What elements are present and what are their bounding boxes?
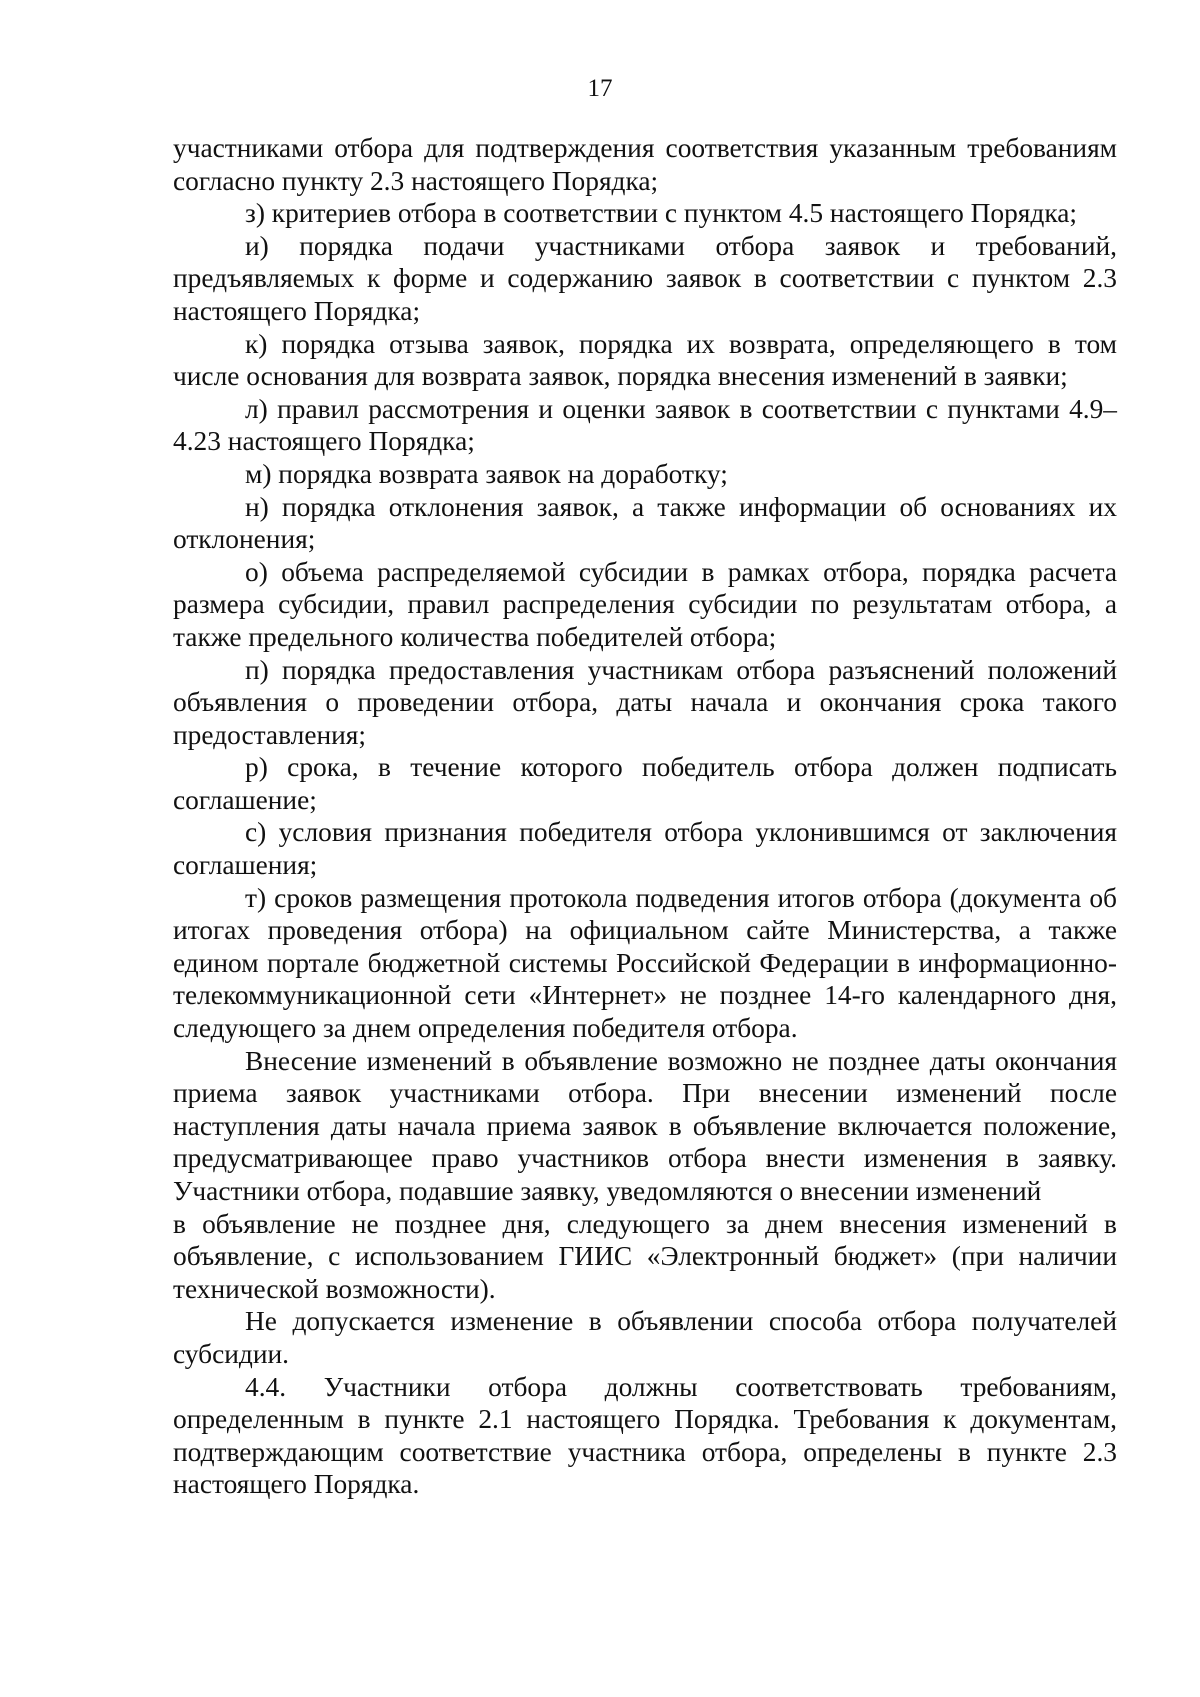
list-item-k: к) порядка отзыва заявок, порядка их возврата, определяющего в том числе основания для возврата заявок, порядка внесения изменений в заявки; [173,328,1117,392]
section-4-4: 4.4. Участники отбора должны соответствовать требованиям, определенным в пункте 2.1 настоящего Порядка. Требования к документам, подтверждающим соответствие участника отбора, определены в пункте 2.3 настоящего Порядка. [173,1371,1117,1500]
list-item-l: л) правил рассмотрения и оценки заявок в соответствии с пунктами 4.9–4.23 настоящего Порядка; [173,393,1117,457]
list-item-i: и) порядка подачи участниками отбора заявок и требований, предъявляемых к форме и содержанию заявок в соответствии с пунктом 2.3 настоящего Порядка; [173,230,1117,326]
document-body [173,132,1117,1501]
list-item-p: п) порядка предоставления участникам отбора разъяснений положений объявления о проведении отбора, даты начала и окончания срока такого предоставления; [173,654,1117,750]
list-item-t: т) сроков размещения протокола подведения итогов отбора (документа об итогах проведения отбора) на официальном сайте Министерства, а также едином портале бюджетной системы Российской Федерации в информационно-телекоммуникационной сети «Интернет» не позднее 14-го календарного дня, следующего за днем определения победителя отбора. [173,882,1117,1044]
paragraph-amendments-continuation: в объявление не позднее дня, следующего за днем внесения изменений в объявление, с использованием ГИИС «Электронный бюджет» (при наличии технической возможности). [173,1208,1117,1304]
paragraph-amendments: Внесение изменений в объявление возможно не позднее даты окончания приема заявок участниками отбора. При внесении изменений после наступления даты начала приема заявок в объявление включается положение, предусматривающее право участников отбора внести изменения в заявку. Участники отбора, подавшие заявку, уведомляются о внесении изменений [173,1045,1117,1206]
list-item-n: н) порядка отклонения заявок, а также информации об основаниях их отклонения; [173,491,1117,555]
list-item-s: с) условия признания победителя отбора уклонившимся от заключения соглашения; [173,817,1117,881]
paragraph-continuation: участниками отбора для подтверждения соответствия указанным требованиям согласно пункту 2.3 настоящего Порядка; [173,133,1117,196]
list-item-o: о) объема распределяемой субсидии в рамках отбора, порядка расчета размера субсидии, правил распределения субсидии по результатам отбора, а также предельного количества победителей отбора; [173,556,1117,652]
page-number: 17 [587,75,613,102]
list-item-z: з) критериев отбора в соответствии с пунктом 4.5 настоящего Порядка; [245,198,1077,229]
list-item-r: р) срока, в течение которого победитель отбора должен подписать соглашение; [173,752,1117,815]
list-item-m: м) порядка возврата заявок на доработку; [245,458,728,489]
paragraph-method-change: Не допускается изменение в объявлении способа отбора получателей субсидии. [173,1306,1117,1369]
